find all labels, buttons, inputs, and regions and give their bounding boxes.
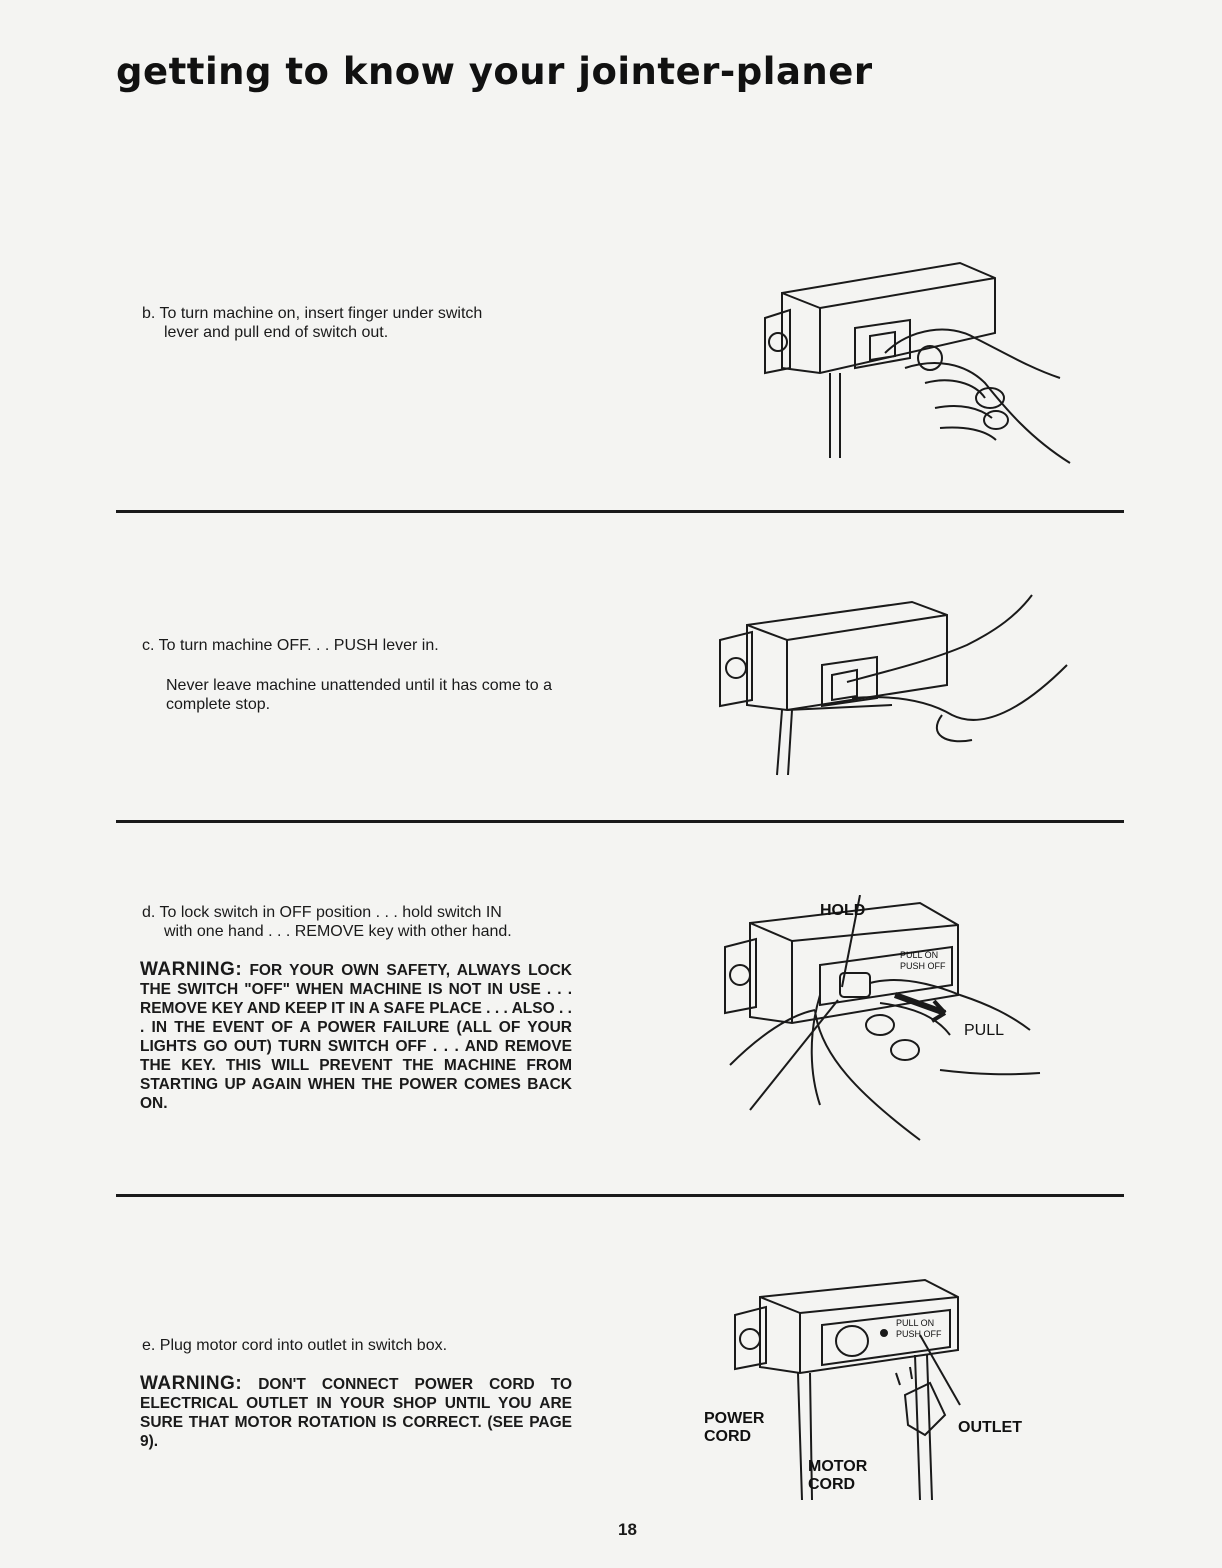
step-c-note: Never leave machine unattended until it has come to a complete stop. xyxy=(166,677,553,713)
step-c-text xyxy=(142,636,582,655)
pull-label: PULL xyxy=(964,1022,1005,1039)
power-cord-label-line2: CORD xyxy=(704,1428,752,1445)
motor-cord-label xyxy=(808,1458,867,1494)
warning-label: WARNING: xyxy=(140,959,243,980)
step-e-line: Plug motor cord into outlet in switch box. xyxy=(159,1337,448,1354)
warning-label: WARNING: xyxy=(140,1373,243,1394)
switch-pull-on-label: PULL ON xyxy=(896,1318,935,1328)
section-divider xyxy=(116,510,1124,513)
step-c-letter: c. xyxy=(142,637,155,654)
step-d-text xyxy=(142,903,582,941)
step-e-warning xyxy=(140,1374,572,1451)
hands-removing-key-icon xyxy=(720,895,1050,1145)
step-b-line2: lever and pull end of switch out. xyxy=(164,324,389,341)
step-b-letter: b. xyxy=(142,305,156,322)
step-b-line1: To turn machine on, insert finger under switch xyxy=(159,305,483,322)
switch-push-off-label: PUSH OFF xyxy=(896,1329,942,1339)
warning-text: DON'T CONNECT POWER CORD TO ELECTRICAL OUTLET IN YOUR SHOP UNTIL YOU ARE SURE THAT MOTOR ROTATION IS CORRECT. (SEE PAGE 9). xyxy=(140,1376,573,1450)
step-d-line1: To lock switch in OFF position . . . hold switch IN xyxy=(159,904,502,921)
step-d-warning xyxy=(140,960,572,1113)
hand-pushing-switch-icon xyxy=(712,590,1072,780)
hand-pulling-switch-icon xyxy=(760,258,1080,473)
warning-text: FOR YOUR OWN SAFETY, ALWAYS LOCK THE SWITCH "OFF" WHEN MACHINE IS NOT IN USE . . . REMOVE KEY AND KEEP IT IN A SAFE PLACE . . . ALSO . . . IN THE EVENT OF A POWER FAILURE (ALL OF YOUR LIGHTS GO OUT) TURN SWITCH OFF . . . AND REMOVE THE KEY. THIS WILL PREVENT THE MACHINE FROM STARTING UP AGAIN WHEN THE POWER COMES BACK ON. xyxy=(140,962,572,1112)
page-title: getting to know your jointer-planer xyxy=(116,50,873,93)
motor-cord-label-line2: CORD xyxy=(808,1476,856,1493)
step-d-line2: with one hand . . . REMOVE key with other hand. xyxy=(164,923,512,940)
step-c-line: To turn machine OFF. . . PUSH lever in. xyxy=(158,637,439,654)
section-divider xyxy=(116,820,1124,823)
step-b-text xyxy=(142,304,582,342)
switch-push-off-label: PUSH OFF xyxy=(900,961,946,971)
step-e-text xyxy=(142,1336,582,1355)
hold-label: HOLD xyxy=(820,902,866,919)
step-e-letter: e. xyxy=(142,1337,156,1354)
motor-cord-label-line1: MOTOR xyxy=(808,1458,868,1475)
section-divider xyxy=(116,1194,1124,1197)
outlet-label: OUTLET xyxy=(958,1419,1022,1436)
power-cord-label-line1: POWER xyxy=(704,1410,765,1427)
power-cord-label xyxy=(704,1410,764,1446)
step-d-letter: d. xyxy=(142,904,156,921)
page-number: 18 xyxy=(618,1520,637,1539)
switch-pull-on-label: PULL ON xyxy=(900,950,939,960)
